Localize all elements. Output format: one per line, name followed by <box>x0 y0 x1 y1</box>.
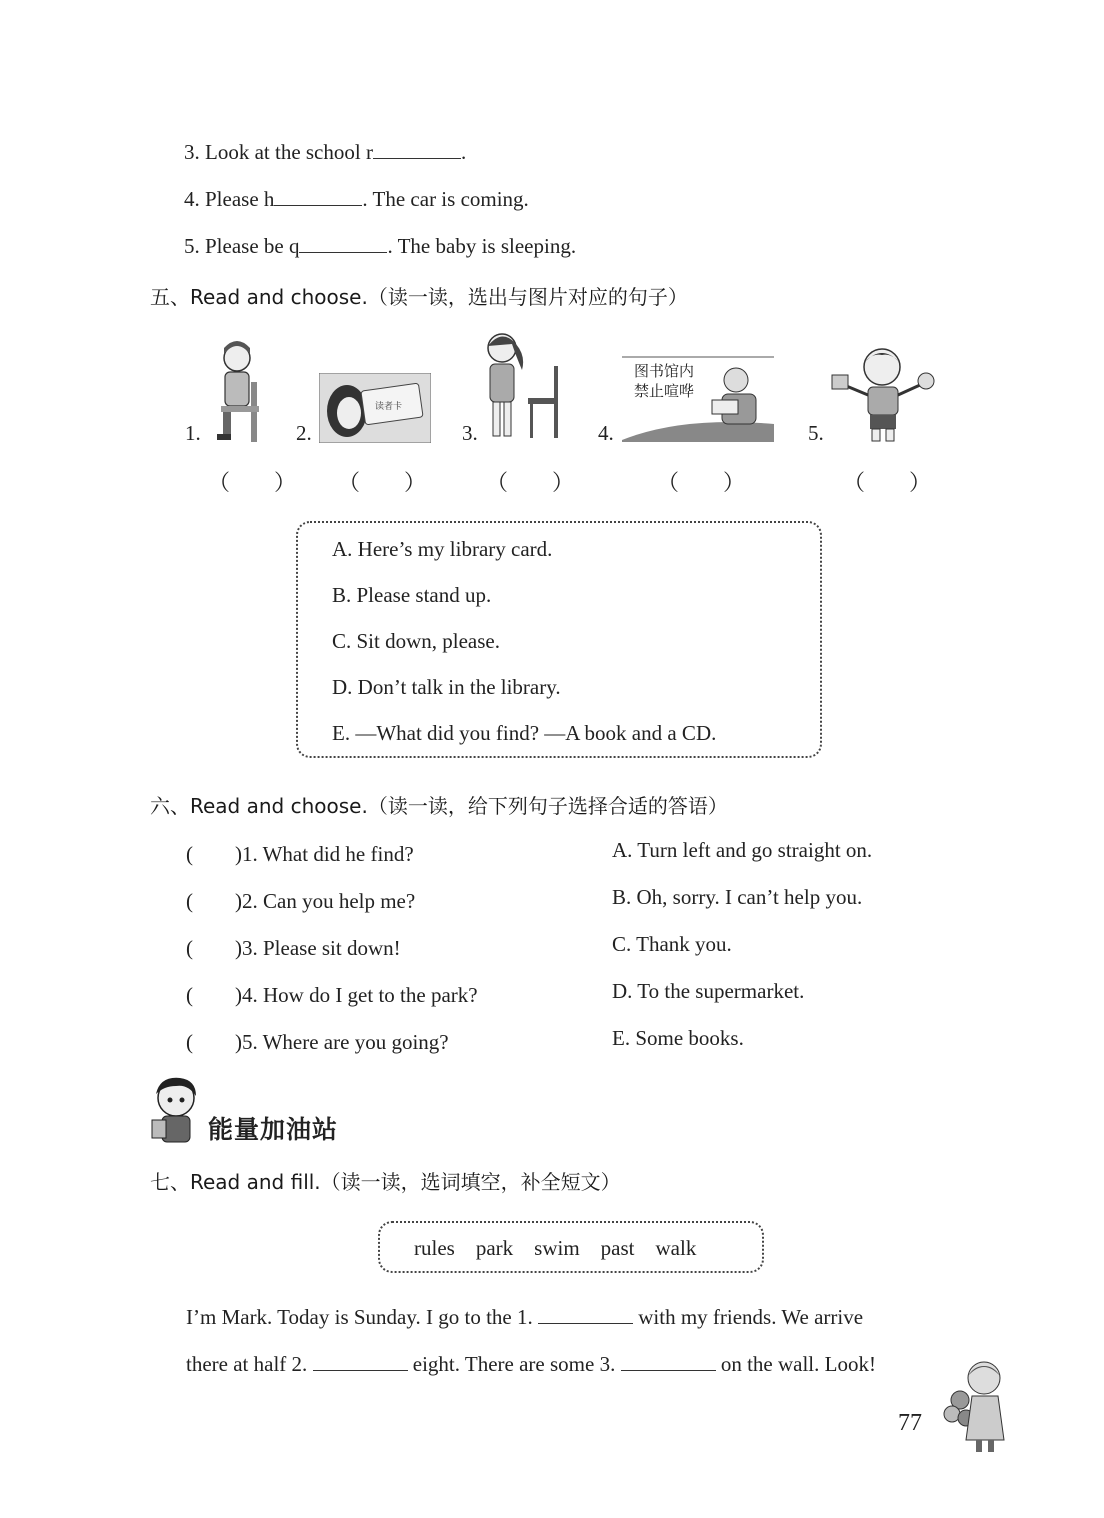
library-quiet-illustration <box>622 356 774 442</box>
question-3: ( )3. Please sit down! <box>186 936 401 960</box>
question-5: ( )5. Where are you going? <box>186 1030 449 1054</box>
svg-text:读者卡: 读者卡 <box>375 402 403 412</box>
answer-paren-4[interactable]: （ ） <box>657 470 746 495</box>
answer-blank[interactable] <box>274 187 362 206</box>
word-swim: swim <box>534 1236 580 1260</box>
boy-with-book-cd-illustration <box>830 345 936 443</box>
passage-blank-3[interactable] <box>621 1352 716 1371</box>
fill-item-3: 3. Look at the school r . <box>184 140 467 164</box>
answer-c: C. Thank you. <box>612 932 732 956</box>
question-1: ( )1. What did he find? <box>186 842 414 866</box>
picture-number-1: 1. <box>185 421 201 445</box>
answer-paren-3[interactable]: （ ） <box>486 470 575 495</box>
picture-number-3: 3. <box>462 421 478 445</box>
answer-paren-1[interactable]: （ ） <box>208 470 297 495</box>
answer-blank[interactable] <box>299 234 387 253</box>
passage-line-2: there at half 2. eight. There are some 3. on the wall. Look! <box>186 1352 876 1376</box>
word-park: park <box>475 1236 514 1260</box>
passage-blank-1[interactable] <box>538 1305 633 1324</box>
boy-mascot-icon <box>146 1076 204 1146</box>
option-d: D. Don’t talk in the library. <box>332 675 561 699</box>
answer-b: B. Oh, sorry. I can’t help you. <box>612 885 863 909</box>
answer-e: E. Some books. <box>612 1026 744 1050</box>
answer-a: A. Turn left and go straight on. <box>612 838 873 862</box>
answer-d: D. To the supermarket. <box>612 979 805 1003</box>
passage-line-1: I’m Mark. Today is Sunday. I go to the 1. with my friends. We arrive <box>186 1305 864 1329</box>
girl-flowers-icon <box>938 1356 1014 1456</box>
word-rules: rules <box>414 1236 455 1260</box>
energy-station-title: 能量加油站 <box>208 1115 339 1144</box>
svg-text:图书馆内: 图书馆内 <box>634 362 695 380</box>
girl-standing-illustration <box>482 326 564 442</box>
picture-number-5: 5. <box>808 421 824 445</box>
answer-blank[interactable] <box>373 140 461 159</box>
word-past: past <box>600 1236 635 1260</box>
section5-heading: 五、Read and choose.（读一读，选出与图片对应的句子） <box>150 285 688 309</box>
question-2: ( )2. Can you help me? <box>186 889 416 913</box>
option-c: C. Sit down, please. <box>332 629 500 653</box>
page-number: 77 <box>898 1410 922 1436</box>
section7-heading: 七、Read and fill.（读一读，选词填空，补全短文） <box>150 1170 621 1194</box>
answer-paren-2[interactable]: （ ） <box>338 470 427 495</box>
section6-heading: 六、Read and choose.（读一读，给下列句子选择合适的答语） <box>150 794 728 818</box>
word-bank <box>414 1236 696 1261</box>
option-a: A. Here’s my library card. <box>332 537 553 561</box>
svg-text:禁止喧哗: 禁止喧哗 <box>634 382 695 400</box>
library-card-illustration <box>319 373 431 443</box>
picture-number-2: 2. <box>296 421 312 445</box>
question-4: ( )4. How do I get to the park? <box>186 983 478 1007</box>
boy-sitting-illustration <box>205 338 265 444</box>
option-b: B. Please stand up. <box>332 583 492 607</box>
word-walk: walk <box>655 1236 697 1260</box>
answer-paren-5[interactable]: （ ） <box>843 470 932 495</box>
fill-item-5: 5. Please be q . The baby is sleeping. <box>184 234 577 258</box>
picture-number-4: 4. <box>598 421 614 445</box>
option-e: E. —What did you find? —A book and a CD. <box>332 721 717 745</box>
passage-blank-2[interactable] <box>313 1352 408 1371</box>
fill-item-4: 4. Please h . The car is coming. <box>184 187 529 211</box>
